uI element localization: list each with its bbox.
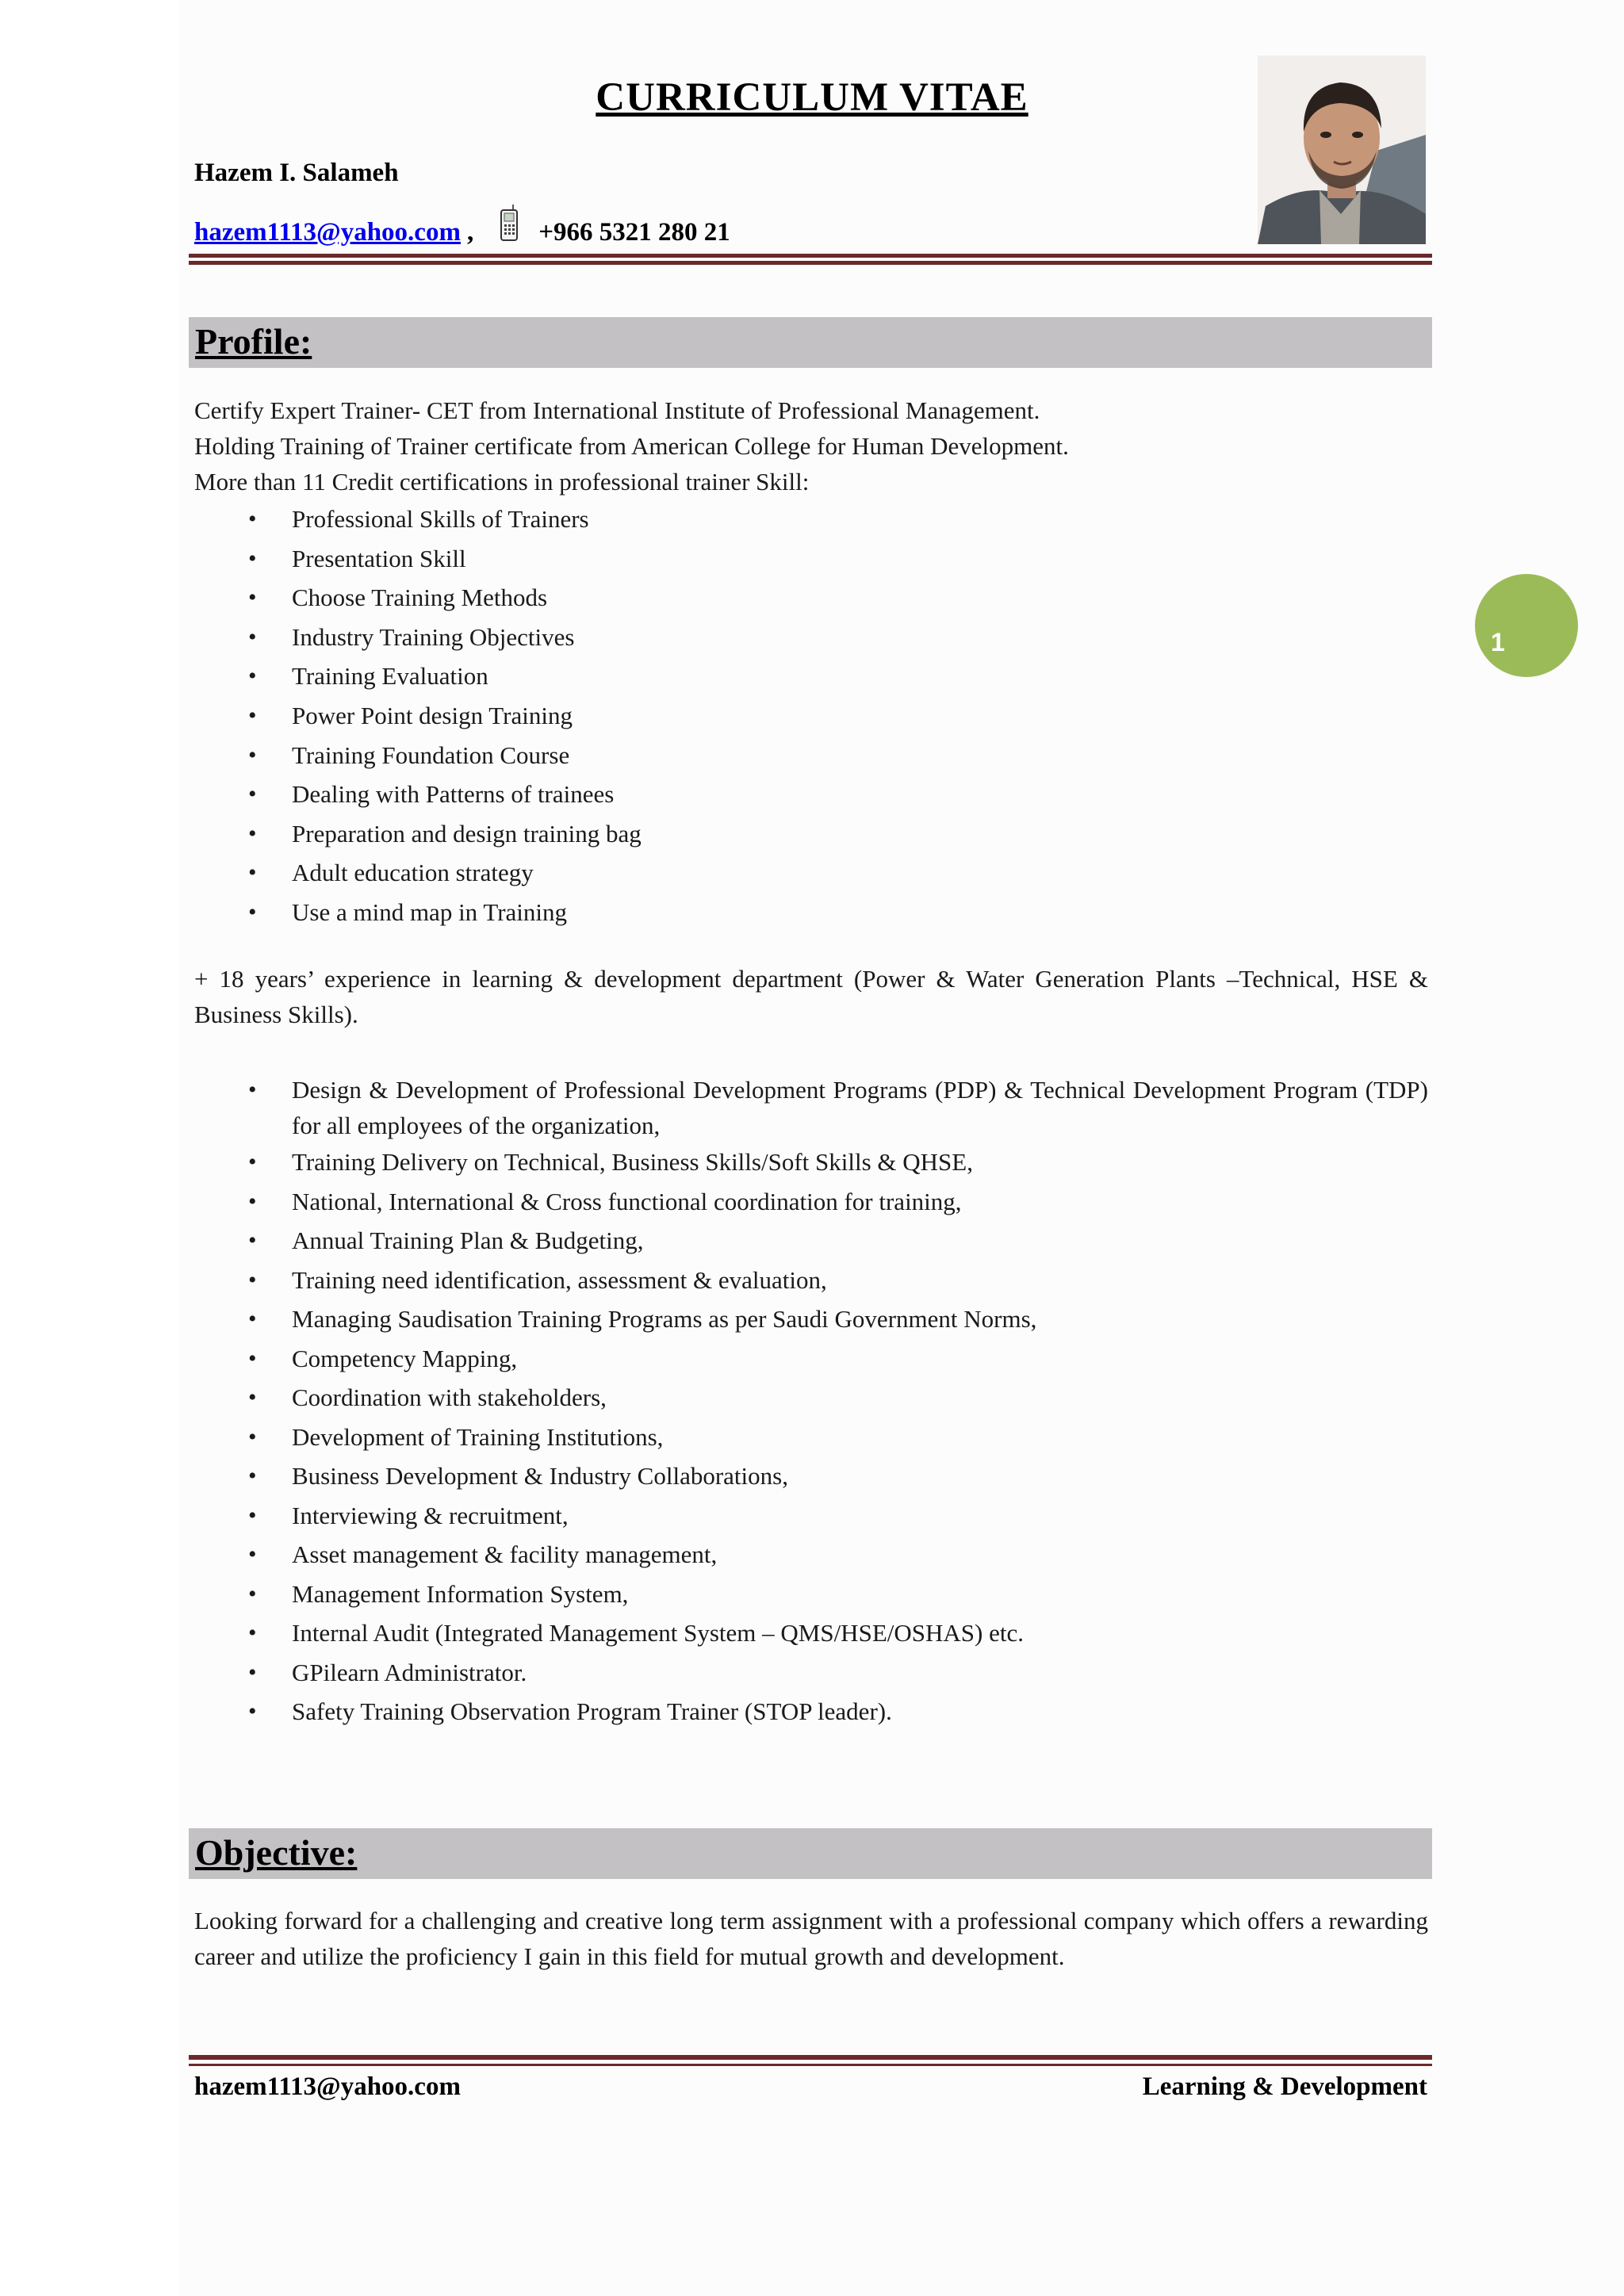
document-title: CURRICULUM VITAE [596,75,1028,120]
profile-photo [1258,55,1426,244]
footer-department: Learning & Development [1142,2072,1427,2101]
profile-line: More than 11 Credit certifications in professional trainer Skill: [194,468,810,496]
objective-section-header [189,1828,1432,1879]
profile-line: Holding Training of Trainer certificate from American College for Human Development. [194,432,1069,460]
list-item: • Presentation Skill [248,544,466,572]
list-item: • Managing Saudisation Training Programs as per Saudi Government Norms, [248,1305,1037,1333]
list-item: • Training need identification, assessment & evaluation, [248,1265,827,1294]
list-item: • Management Information System, [248,1579,629,1608]
list-item: • Preparation and design training bag [248,819,642,848]
experience-summary: + 18 years’ experience in learning & development department (Power & Water Generation Plants –Technical, HSE & Business Skills). [194,965,1428,1028]
list-item: • Competency Mapping, [248,1344,518,1372]
list-item: • Development of Training Institutions, [248,1422,664,1451]
profile-heading: Profile: [195,321,312,362]
contact-separator: , [466,218,474,247]
list-item: • Use a mind map in Training [248,897,568,926]
objective-text: Looking forward for a challenging and creative long term assignment with a professional company which offers a rewarding career and utilize the proficiency I gain in this field for mutual growth and development. [194,1907,1428,1970]
list-item: • National, International & Cross functional coordination for training, [248,1187,962,1215]
page-number: 1 [1491,628,1505,656]
list-item: • Annual Training Plan & Budgeting, [248,1226,644,1254]
trainer-skills-list [194,501,1428,934]
list-item: • GPilearn Administrator. [248,1658,527,1686]
list-item: • Design & Development of Professional Development Programs (PDP) & Technical Development Program (TDP) for all employees of the organization, [248,1076,1428,1139]
list-item: • Asset management & facility management, [248,1540,718,1568]
profile-intro [194,392,1428,499]
list-item: • Safety Training Observation Program Trainer (STOP leader). [248,1697,892,1725]
list-item: • Interviewing & recruitment, [248,1501,569,1529]
list-item: • Adult education strategy [248,859,534,887]
list-item: • Training Foundation Course [248,740,570,769]
footer-divider [189,2055,1432,2066]
duties-list [194,1072,1428,1733]
header-divider [189,254,1432,265]
contact-line [194,209,730,256]
mobile-phone-icon [497,203,521,250]
email-link[interactable]: hazem1113@yahoo.com [194,218,461,247]
profile-section-header [189,317,1432,368]
list-item: • Business Development & Industry Collaborations, [248,1462,788,1490]
list-item: • Power Point design Training [248,701,573,729]
list-item: • Choose Training Methods [248,584,548,612]
list-item: • Training Delivery on Technical, Business Skills/Soft Skills & QHSE, [248,1148,973,1176]
page-number-badge [1475,574,1578,677]
list-item: • Internal Audit (Integrated Management System – QMS/HSE/OSHAS) etc. [248,1619,1024,1647]
phone-number: +966 5321 280 21 [538,218,730,247]
list-item: • Training Evaluation [248,662,488,691]
list-item: • Coordination with stakeholders, [248,1383,607,1411]
list-item: • Professional Skills of Trainers [248,505,589,533]
list-item: • Industry Training Objectives [248,622,575,651]
objective-heading: Objective: [195,1832,358,1873]
footer-email: hazem1113@yahoo.com [194,2072,461,2101]
candidate-name: Hazem I. Salameh [194,159,399,187]
profile-line: Certify Expert Trainer- CET from International Institute of Professional Management. [194,396,1040,424]
list-item: • Dealing with Patterns of trainees [248,780,615,809]
